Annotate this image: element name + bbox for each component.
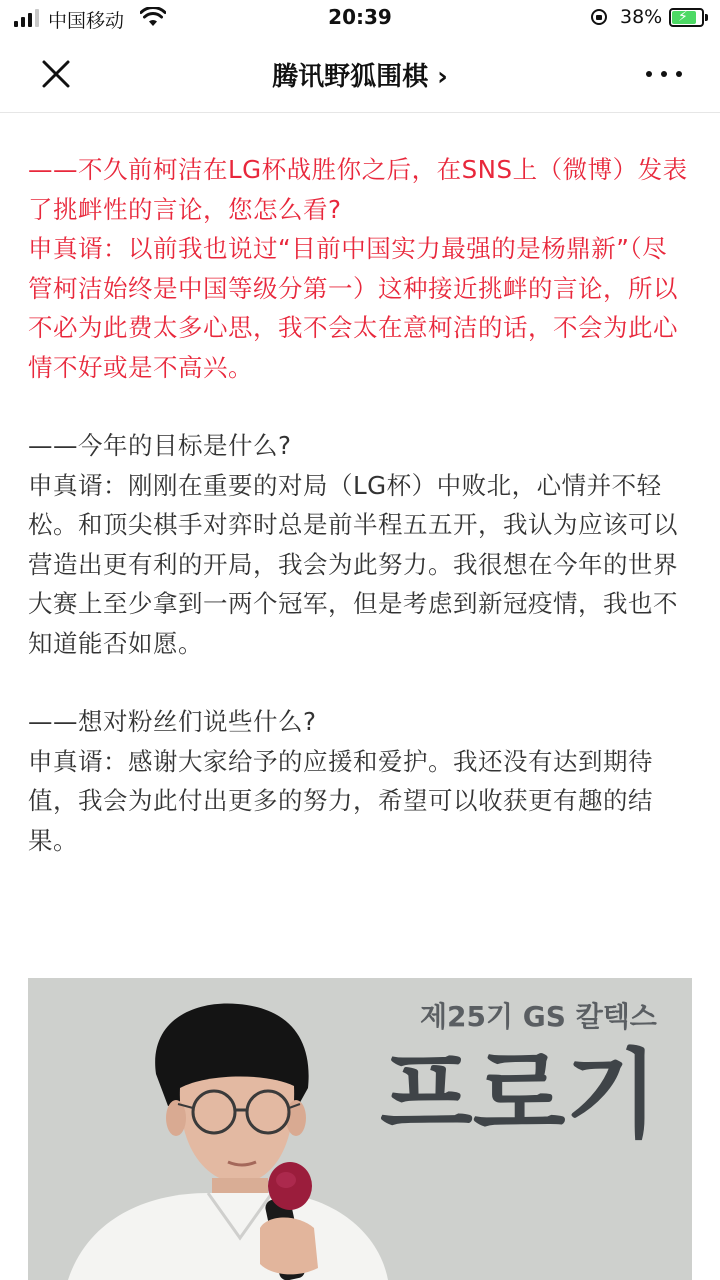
interview-question: ——想对粉丝们说些什么?: [28, 707, 317, 736]
interview-answer: 申真谞：感谢大家给予的应援和爱护。我还没有达到期待值，我会为此付出更多的努力，希望可以收获更有趣的结果。: [28, 746, 653, 855]
account-title-link[interactable]: 腾讯野狐围棋 ›: [272, 62, 448, 92]
more-options-icon[interactable]: [642, 64, 686, 84]
player-photo-illustration: [28, 978, 692, 1280]
interview-question: ——今年的目标是什么?: [28, 431, 292, 460]
carrier-name: 中国移动: [48, 10, 125, 32]
status-bar: [0, 0, 720, 36]
interview-question: ——不久前柯洁在LG杯战胜你之后，在SNS上（微博）发表了挑衅性的言论，您怎么看?: [28, 155, 688, 224]
article-body: [28, 150, 692, 860]
orientation-lock-icon: [591, 9, 607, 25]
battery-percentage: 38%: [620, 6, 663, 28]
battery-charging-icon: ⚡: [669, 8, 709, 27]
article-photo[interactable]: [28, 978, 692, 1280]
interview-answer: 申真谞：以前我也说过“目前中国实力最强的是杨鼎新”（尽管柯洁始终是中国等级分第一）这种接近挑衅的言论，所以不必为此费太多心思，我不会太在意柯洁的话，不会为此心情不好或是不高兴。: [28, 234, 678, 382]
nav-bar: [0, 36, 720, 113]
banner-text-line1: 제25기 GS 칼텍스: [420, 1000, 657, 1033]
banner-text-line2: 프로기: [380, 1039, 659, 1151]
interview-answer: 申真谞：刚刚在重要的对局（LG杯）中败北，心情并不轻松。和顶尖棋手对弈时总是前半程五五开，我认为应该可以营造出更有利的开局，我会为此努力。我很想在今年的世界大赛上至少拿到一两个冠军，但是考虑到新冠疫情，我也不知道能否如愿。: [28, 470, 678, 658]
clock: 20:39: [328, 5, 392, 29]
